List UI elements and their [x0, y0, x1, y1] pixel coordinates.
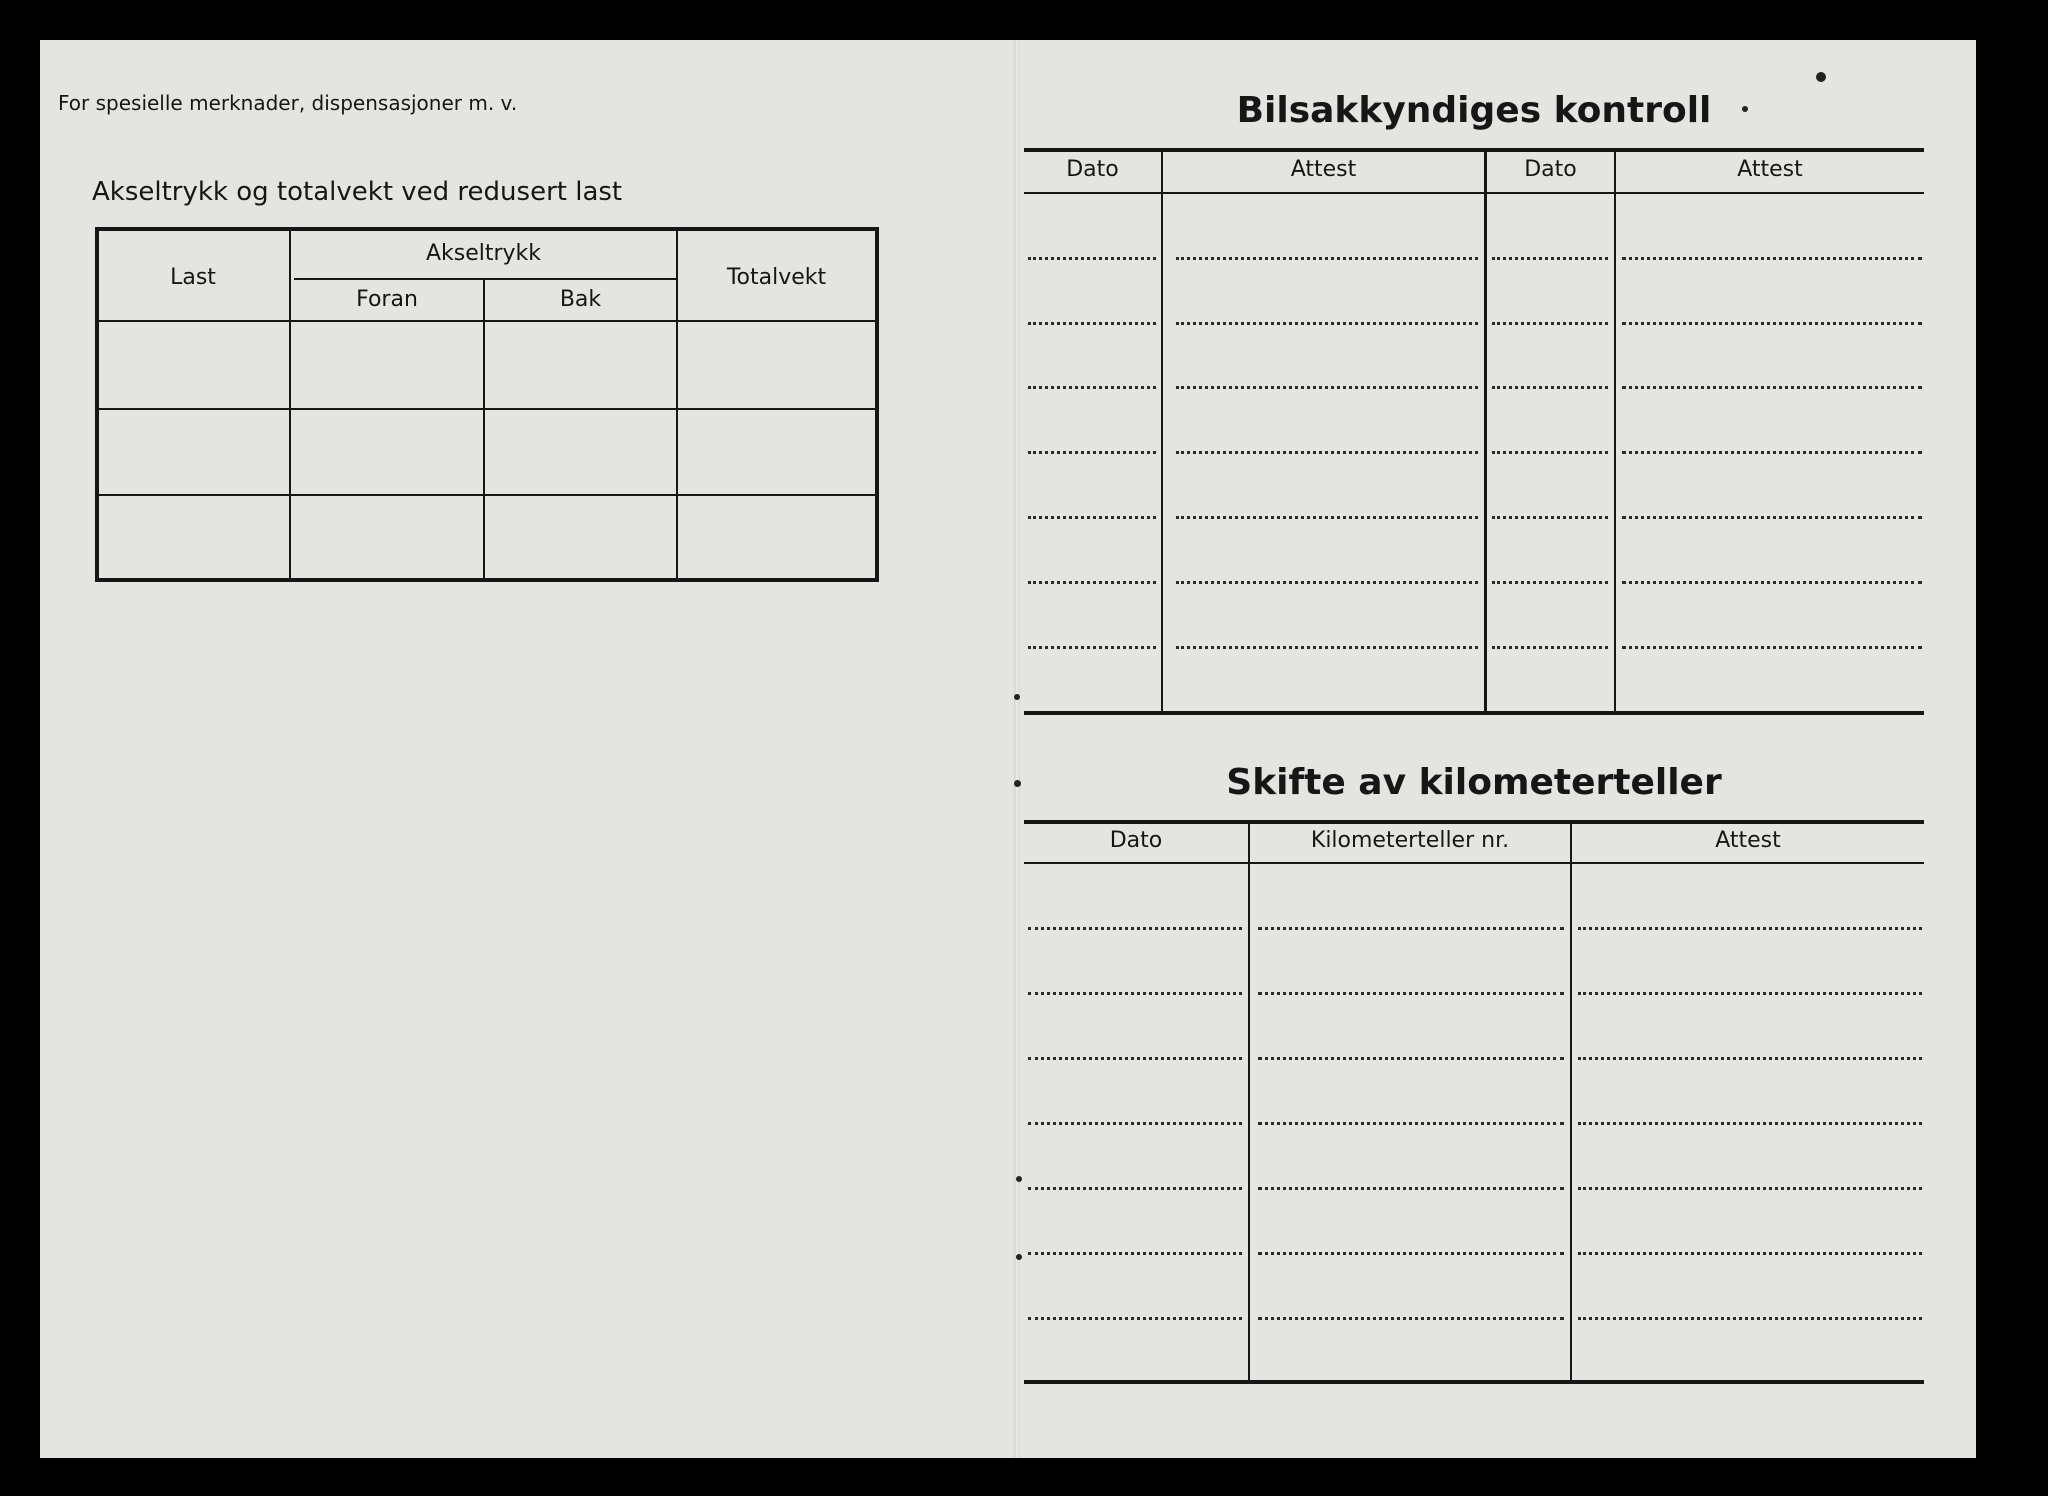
dotted-line [1028, 516, 1156, 519]
control-header-rule [1024, 192, 1924, 194]
odometer-section-title: Skifte av kilometerteller [1226, 762, 1722, 803]
ink-speck [1014, 694, 1020, 700]
ink-speck [1016, 1176, 1022, 1182]
dotted-line [1028, 581, 1156, 584]
dotted-line [1622, 646, 1922, 649]
dotted-line [1258, 1187, 1564, 1190]
control-col-line-3 [1614, 152, 1616, 711]
dotted-line [1622, 451, 1922, 454]
control-col-line-1 [1161, 152, 1163, 711]
control-header-attest-1: Attest [1290, 157, 1357, 182]
dotted-line [1176, 386, 1478, 389]
col-header-foran: Foran [356, 287, 418, 312]
dotted-line [1492, 451, 1608, 454]
dotted-line [1622, 581, 1922, 584]
col-header-totalvekt: Totalvekt [726, 265, 827, 290]
dotted-line [1578, 1317, 1922, 1320]
dotted-line [1492, 386, 1608, 389]
dotted-line [1622, 516, 1922, 519]
col-line-1 [289, 229, 291, 580]
dotted-line [1028, 386, 1156, 389]
header-bottom-line [97, 320, 877, 322]
dotted-line [1028, 927, 1242, 930]
odometer-header-km-nr: Kilometerteller nr. [1310, 828, 1510, 853]
dotted-line [1578, 1252, 1922, 1255]
col-header-last: Last [170, 265, 216, 290]
row-line-2 [97, 494, 877, 496]
dotted-line [1176, 516, 1478, 519]
dotted-line [1176, 257, 1478, 260]
dotted-line [1176, 581, 1478, 584]
dotted-line [1028, 257, 1156, 260]
dotted-line [1028, 646, 1156, 649]
dotted-line [1622, 386, 1922, 389]
dotted-line [1578, 1122, 1922, 1125]
dotted-line [1578, 1187, 1922, 1190]
odometer-header-attest: Attest [1715, 828, 1781, 853]
dotted-line [1176, 646, 1478, 649]
axle-table-title: Akseltrykk og totalvekt ved redusert last [92, 177, 623, 207]
control-bottom-rule [1024, 711, 1924, 715]
odometer-bottom-rule [1024, 1380, 1924, 1384]
dotted-line [1028, 1317, 1242, 1320]
ink-speck [1742, 106, 1748, 112]
dotted-line [1622, 257, 1922, 260]
odometer-col-line-1 [1248, 824, 1250, 1380]
dotted-line [1492, 516, 1608, 519]
special-remarks-label: For spesielle merknader, dispensasjoner m. v. [58, 91, 518, 115]
dotted-line [1176, 451, 1478, 454]
row-line-1 [97, 408, 877, 410]
dotted-line [1258, 1057, 1564, 1060]
control-section-title: Bilsakkyndiges kontroll [1236, 90, 1712, 131]
dotted-line [1492, 581, 1608, 584]
ink-speck [1014, 780, 1021, 787]
control-header-attest-2: Attest [1737, 157, 1803, 182]
dotted-line [1176, 322, 1478, 325]
ink-speck [1016, 1254, 1022, 1260]
dotted-line [1578, 992, 1922, 995]
akseltrykk-underline [294, 278, 677, 280]
control-header-dato-2: Dato [1524, 157, 1577, 182]
ink-speck [1816, 72, 1826, 82]
col-line-2 [483, 280, 485, 580]
table-border-top [95, 227, 879, 231]
dotted-line [1578, 927, 1922, 930]
dotted-line [1258, 1252, 1564, 1255]
odometer-top-rule [1024, 820, 1924, 824]
dotted-line [1028, 992, 1242, 995]
control-top-rule [1024, 148, 1924, 152]
dotted-line [1258, 1122, 1564, 1125]
dotted-line [1578, 1057, 1922, 1060]
dotted-line [1028, 1057, 1242, 1060]
dotted-line [1258, 1317, 1564, 1320]
dotted-line [1028, 1252, 1242, 1255]
control-col-line-2 [1484, 152, 1487, 711]
dotted-line [1028, 1122, 1242, 1125]
dotted-line [1028, 322, 1156, 325]
odometer-header-rule [1024, 862, 1924, 864]
center-fold [1014, 40, 1020, 1458]
dotted-line [1258, 992, 1564, 995]
table-border-right [875, 227, 879, 582]
dotted-line [1258, 927, 1564, 930]
dotted-line [1492, 257, 1608, 260]
dotted-line [1492, 322, 1608, 325]
control-header-dato-1: Dato [1066, 157, 1119, 182]
odometer-col-line-2 [1570, 824, 1572, 1380]
odometer-header-dato: Dato [1109, 828, 1163, 853]
dotted-line [1028, 451, 1156, 454]
col-header-akseltrykk: Akseltrykk [425, 241, 542, 266]
dotted-line [1028, 1187, 1242, 1190]
table-border-bottom [95, 578, 879, 582]
col-header-bak: Bak [559, 287, 602, 312]
dotted-line [1622, 322, 1922, 325]
dotted-line [1492, 646, 1608, 649]
